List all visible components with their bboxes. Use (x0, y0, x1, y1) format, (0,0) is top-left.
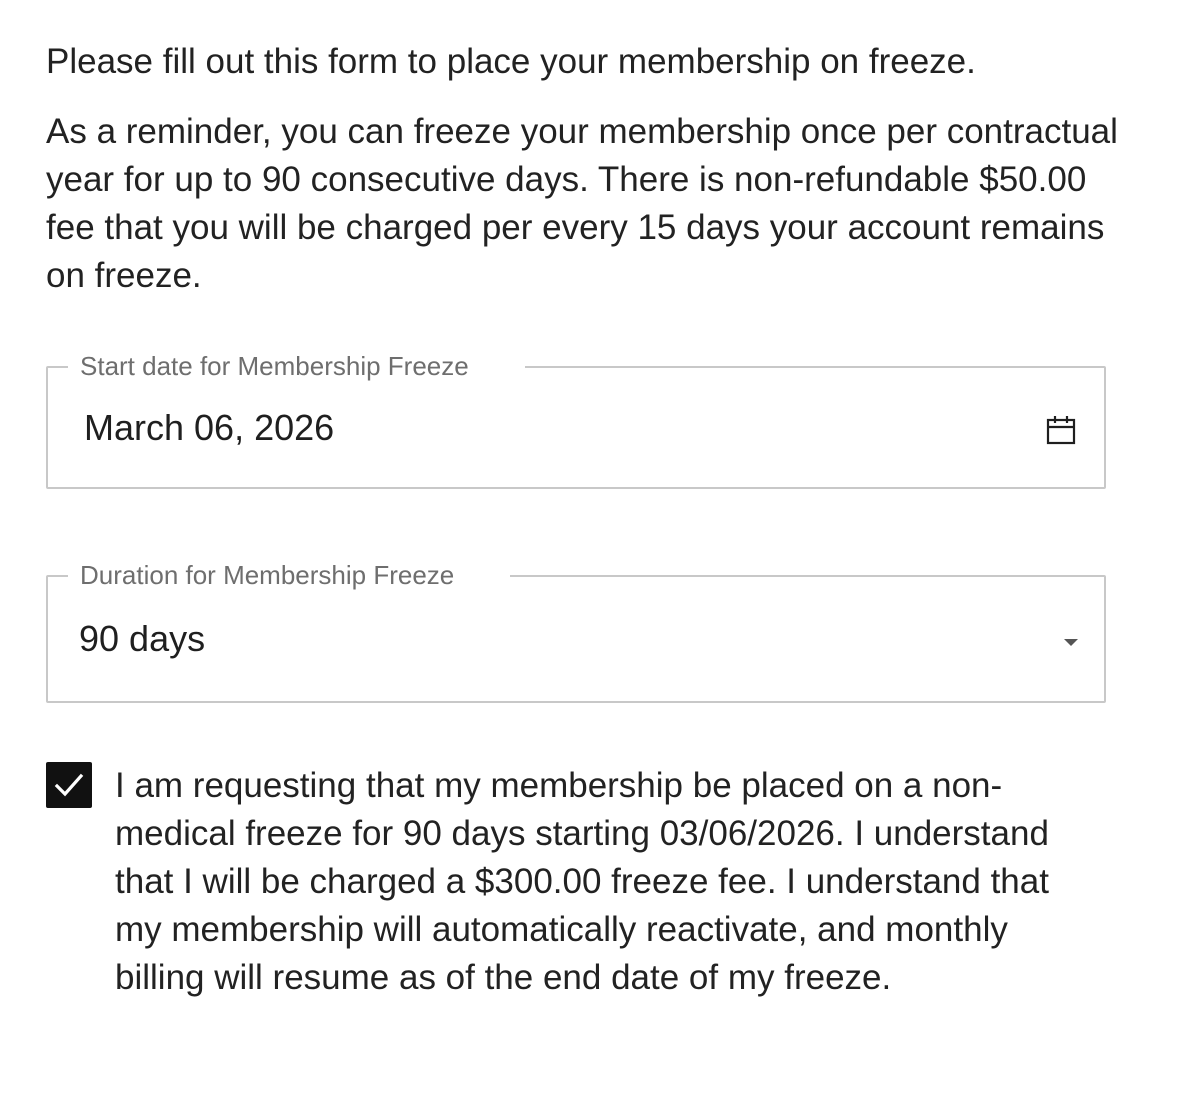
dropdown-arrow-icon[interactable] (1063, 635, 1079, 645)
reminder-text: As a reminder, you can freeze your membership once per contractual year for up to 90 consecutive days. There is non-refundable $50.00 fee that you will be charged per every 15 days your account remains on freeze. (46, 112, 1118, 295)
intro-text: Please fill out this form to place your membership on freeze. (46, 42, 976, 81)
consent-checkbox[interactable] (46, 762, 92, 808)
duration-select[interactable] (46, 560, 1106, 703)
calendar-icon[interactable] (1046, 415, 1076, 445)
duration-value[interactable]: 90 days (79, 618, 206, 659)
start-date-label: Start date for Membership Freeze (68, 349, 525, 383)
checkmark-icon (54, 771, 84, 799)
consent-text: I am requesting that my membership be placed on a non-medical freeze for 90 days starting 03/06/2026. I understand that I will be charged a $300.00 freeze fee. I understand that my membership will automatically reactivate, and monthly billing will resume as of the end date of my freeze. (115, 766, 1049, 997)
start-date-field[interactable] (46, 351, 1106, 489)
duration-label: Duration for Membership Freeze (68, 558, 510, 592)
start-date-value[interactable]: March 06, 2026 (84, 406, 335, 448)
